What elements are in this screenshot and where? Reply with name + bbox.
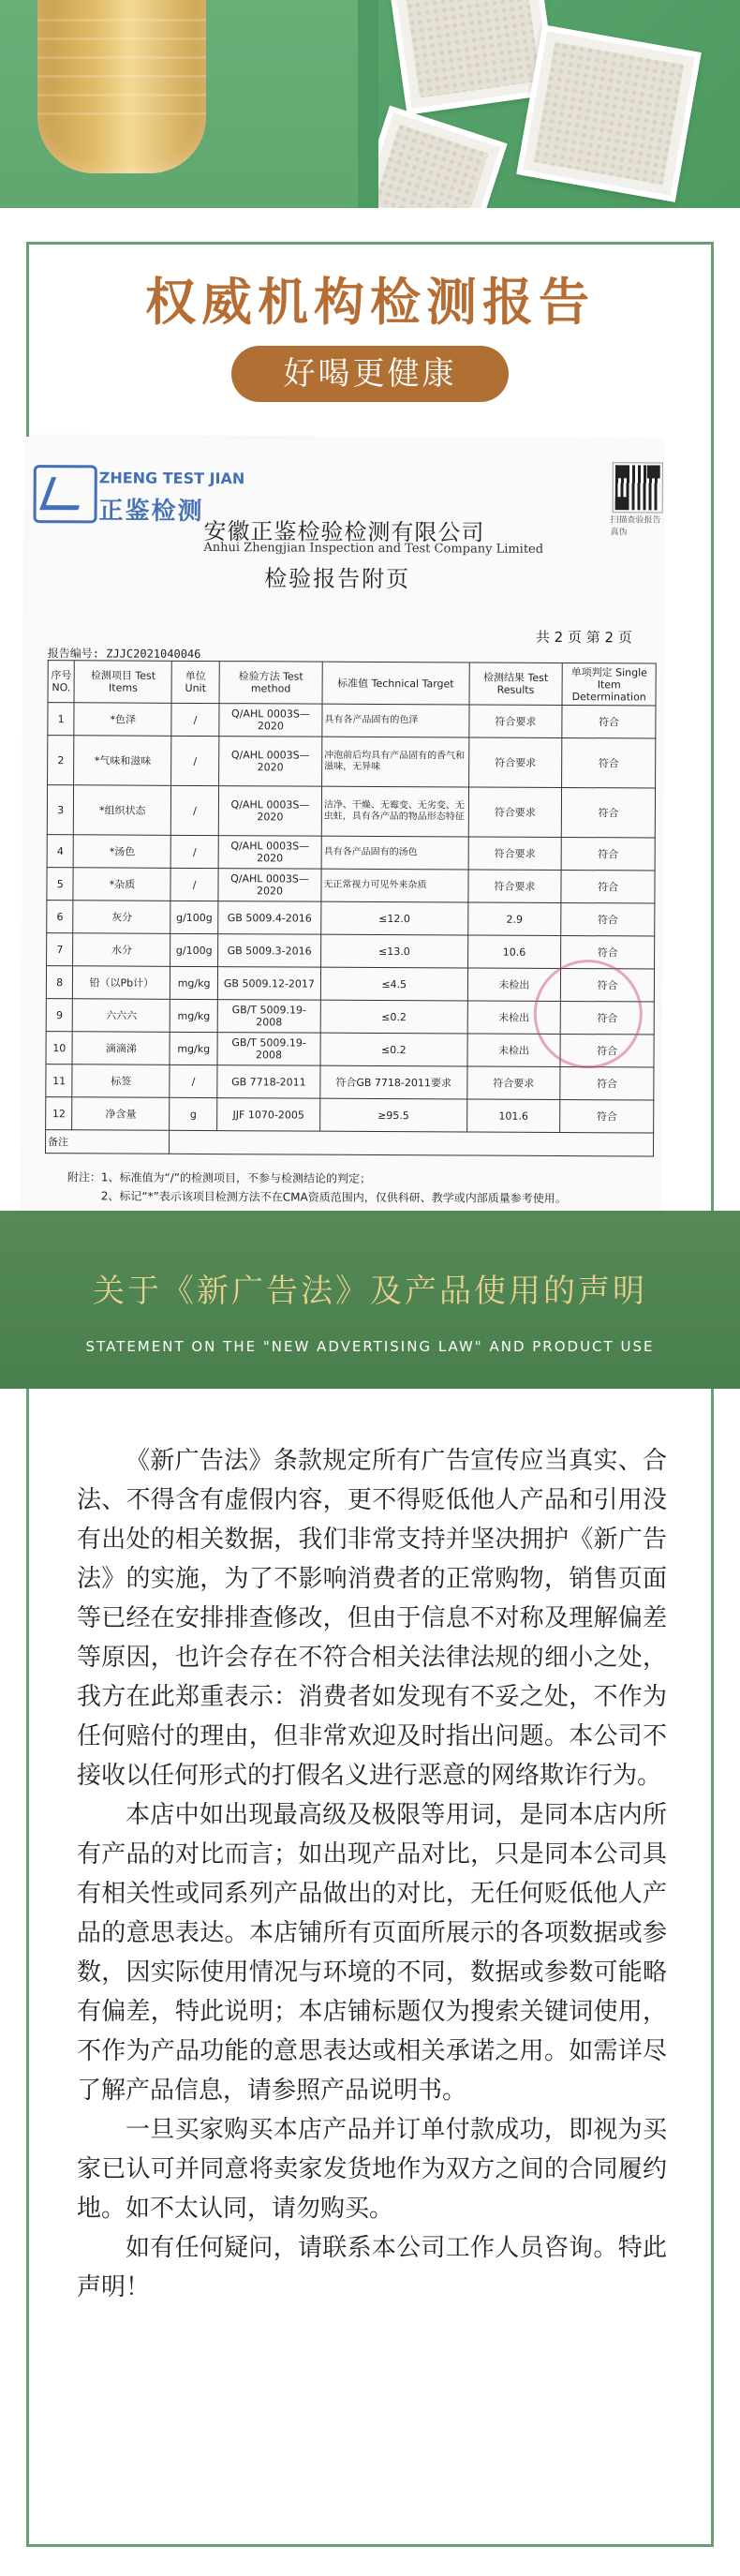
note-2: 2、标记“*”表示该项目检测方法不在CMA资质范围内，仅供科研、教学或内部质量参考使用。 bbox=[100, 1189, 567, 1206]
table-row bbox=[47, 868, 655, 903]
table-cell: / bbox=[170, 868, 218, 901]
table-cell: 10 bbox=[46, 1032, 73, 1065]
table-cell: 9 bbox=[46, 999, 73, 1032]
table-cell: JJF 1070-2005 bbox=[217, 1098, 320, 1132]
table-cell: 1 bbox=[48, 703, 75, 736]
table-row bbox=[46, 1097, 654, 1133]
tea-glass bbox=[37, 0, 206, 173]
table-cell: 10.6 bbox=[467, 935, 561, 969]
table-cell: mg/kg bbox=[170, 999, 217, 1032]
table-cell: 标签 bbox=[72, 1065, 170, 1098]
table-cell: ≤12.0 bbox=[321, 901, 468, 935]
page-title: 权威机构检测报告 bbox=[145, 273, 595, 332]
table-cell: 符合 bbox=[560, 1001, 654, 1035]
statement-paragraph: 《新广告法》条款规定所有广告宣传应当真实、合法、不得含有虚假内容，更不得贬低他人产品和引用没有出处的相关数据，我们非常支持并坚决拥护《新广告法》的实施，为了不影响消费者的正常购物，销售页面等已经在安排排查修改，但由于信息不对称及理解偏差等原因，也许会存在不符合相关法律法规的细小之处，我方在此郑重表示：消费者如发现有不妥之处，不作为任何赔付的理由，但非常欢迎及时指出问题。本公司不接收以任何形式的打假名义进行恶意的网络欺诈行为。 bbox=[77, 1447, 667, 1790]
table-cell: 3 bbox=[47, 785, 74, 835]
column-header: 单项判定 Single Item Determination bbox=[562, 663, 656, 707]
report-title: 检验报告附页 bbox=[264, 565, 411, 593]
table-cell: 8 bbox=[46, 966, 73, 999]
table-cell: 符合 bbox=[561, 902, 655, 936]
table-cell: Q/AHL 0003S—2020 bbox=[218, 869, 321, 902]
table-cell: GB 5009.12-2017 bbox=[217, 967, 320, 1001]
table-cell: 符合要求 bbox=[468, 737, 562, 788]
table-cell: 符合 bbox=[561, 935, 655, 969]
logo-english: ZHENG TEST JIAN bbox=[98, 469, 245, 488]
table-cell: g bbox=[170, 1097, 217, 1130]
top-photo-strip bbox=[0, 0, 740, 208]
column-header: 标准值 Technical Target bbox=[322, 662, 469, 705]
table-cell: GB 5009.4-2016 bbox=[218, 901, 321, 935]
statement-subtitle: STATEMENT ON THE "NEW ADVERTISING LAW" AND PRODUCT USE bbox=[85, 1338, 655, 1355]
table-cell: 101.6 bbox=[466, 1099, 560, 1133]
table-cell: ≤0.2 bbox=[320, 1033, 467, 1066]
table-row bbox=[46, 1065, 654, 1100]
table-cell: Q/AHL 0003S—2020 bbox=[218, 836, 321, 870]
remark-value bbox=[170, 1130, 654, 1156]
table-cell: / bbox=[171, 703, 219, 736]
table-cell: g/100g bbox=[170, 901, 218, 933]
table-cell: 符合GB 7718-2011要求 bbox=[320, 1065, 467, 1099]
table-cell: 符合 bbox=[561, 837, 655, 871]
table-cell: *色泽 bbox=[74, 703, 171, 737]
report-notes bbox=[67, 1168, 567, 1208]
table-cell: / bbox=[171, 736, 219, 785]
statement-paragraph: 如有任何疑问，请联系本公司工作人员咨询。特此声明！ bbox=[77, 2234, 667, 2301]
company-name-en: Anhui Zhengjian Inspection and Test Company Limited bbox=[203, 540, 544, 557]
table-cell: 未检出 bbox=[467, 1001, 561, 1035]
table-cell: 铅（以Pb计） bbox=[73, 966, 170, 1000]
column-header: 序号 NO. bbox=[48, 661, 75, 703]
table-cell: 12 bbox=[46, 1097, 73, 1130]
table-cell: 7 bbox=[47, 933, 74, 966]
page-number: 共 2 页 第 2 页 bbox=[535, 628, 632, 647]
statement-title: 关于《新广告法》及产品使用的声明 bbox=[93, 1273, 647, 1310]
statement-body bbox=[77, 1441, 667, 2307]
table-cell: 未检出 bbox=[467, 1034, 561, 1067]
logo-chinese: 正鉴检测 bbox=[98, 497, 204, 526]
slogan-pill: 好喝更健康 bbox=[231, 346, 509, 402]
table-cell: GB/T 5009.19-2008 bbox=[217, 1033, 320, 1066]
tea-glass-photo bbox=[0, 0, 358, 208]
table-row bbox=[48, 703, 656, 738]
table-cell: 具有各产品固有的色泽 bbox=[322, 704, 469, 737]
table-cell: GB/T 5009.19-2008 bbox=[217, 1000, 320, 1034]
note-1: 附注：1、标准值为“/”的检测项目，不参与检测结论的判定； bbox=[67, 1170, 372, 1185]
table-cell: 冲泡前后均具有产品固有的香气和滋味，无异味 bbox=[321, 737, 468, 787]
company-logo-icon bbox=[34, 465, 97, 523]
table-cell: mg/kg bbox=[170, 1032, 217, 1065]
table-cell: 水分 bbox=[73, 933, 170, 967]
report-number: 报告编号: ZJJC2021040046 bbox=[47, 647, 201, 661]
table-cell: 4 bbox=[47, 835, 74, 868]
table-cell: 2 bbox=[48, 736, 75, 785]
table-cell: 灰分 bbox=[73, 901, 170, 934]
tea-bags-photo bbox=[378, 0, 740, 208]
column-header: 检验方法 Test method bbox=[219, 662, 322, 705]
column-header: 单位 Unit bbox=[171, 661, 219, 703]
table-cell: 11 bbox=[46, 1065, 73, 1097]
table-cell: ≥95.5 bbox=[320, 1098, 467, 1132]
table-cell: 符合 bbox=[561, 968, 655, 1002]
table-cell: 净含量 bbox=[72, 1097, 170, 1131]
table-cell: 具有各产品固有的汤色 bbox=[321, 836, 468, 870]
table-cell: *汤色 bbox=[74, 835, 171, 869]
table-cell: 洁净、干燥、无霉变、无劣变、无虫蛀，具有各产品的物品形态特征 bbox=[321, 786, 468, 837]
table-cell: 无正常视力可见外来杂质 bbox=[321, 869, 468, 902]
table-cell: mg/kg bbox=[170, 966, 218, 999]
table-cell: / bbox=[170, 1065, 217, 1097]
company-name: 安徽正鉴检验检测有限公司 bbox=[203, 517, 485, 546]
table-row bbox=[47, 901, 655, 936]
table-cell: 6 bbox=[47, 901, 74, 933]
table-cell: Q/AHL 0003S—2020 bbox=[219, 737, 322, 787]
column-header: 检测结果 Test Results bbox=[469, 663, 563, 706]
inspection-report bbox=[22, 437, 663, 1218]
table-cell: Q/AHL 0003S—2020 bbox=[218, 786, 321, 837]
qr-code-icon bbox=[614, 463, 662, 512]
table-row bbox=[47, 785, 655, 838]
table-cell: GB 5009.3-2016 bbox=[218, 934, 321, 968]
qr-caption: 扫描查验报告真伪 bbox=[610, 515, 661, 538]
table-cell: 符合 bbox=[560, 1034, 654, 1067]
table-cell: 符合 bbox=[562, 706, 656, 739]
table-cell: Q/AHL 0003S—2020 bbox=[219, 704, 322, 737]
table-cell: 符合要求 bbox=[467, 870, 561, 903]
table-header-row bbox=[48, 661, 656, 706]
table-cell: *组织状态 bbox=[74, 785, 171, 836]
official-seal-icon bbox=[533, 960, 643, 1069]
table-cell: 5 bbox=[47, 868, 74, 901]
table-cell: 符合 bbox=[561, 870, 655, 903]
remark-label: 备注 bbox=[45, 1130, 169, 1154]
table-cell: *杂质 bbox=[73, 868, 170, 901]
statement-paragraph: 一旦买家购买本店产品并订单付款成功，即视为买家已认可并同意将卖家发货地作为双方之间的合同履约地。如不太认同，请勿购买。 bbox=[77, 2116, 667, 2223]
table-cell: ≤4.5 bbox=[320, 967, 467, 1001]
table-cell: 滴滴涕 bbox=[72, 1032, 170, 1065]
table-cell: GB 7718-2011 bbox=[217, 1065, 320, 1099]
table-cell: 符合要求 bbox=[468, 705, 562, 738]
table-cell: *气味和滋味 bbox=[74, 736, 171, 786]
column-header: 检测项目 Test Items bbox=[74, 661, 171, 704]
table-cell: 六六六 bbox=[73, 999, 170, 1033]
statement-paragraph: 本店中如出现最高级及极限等用词，是同本店内所有产品的对比而言；如出现产品对比，只是同本公司具有相关性或同系列产品做出的对比，无任何贬低他人产品的意思表达。本店铺所有页面所展示的各项数据或参数，因实际使用情况与环境的不同，数据或参数可能略有偏差，特此说明；本店铺标题仅为搜索关键词使用，不作为产品功能的意思表达或相关承诺之用。如需详尽了解产品信息，请参照产品说明书。 bbox=[77, 1801, 667, 2105]
table-cell: 未检出 bbox=[467, 968, 561, 1002]
table-cell: ≤0.2 bbox=[320, 1000, 467, 1034]
table-cell: 符合 bbox=[560, 1099, 654, 1133]
table-cell: / bbox=[170, 785, 218, 835]
table-cell: / bbox=[170, 835, 218, 868]
table-cell: 符合 bbox=[562, 787, 656, 838]
table-cell: ≤13.0 bbox=[320, 934, 467, 968]
results-table bbox=[45, 660, 657, 1156]
table-row bbox=[48, 736, 656, 788]
table-cell: 符合 bbox=[560, 1066, 654, 1100]
table-cell: 符合要求 bbox=[468, 837, 562, 871]
table-cell: 符合 bbox=[562, 737, 656, 788]
remark-row bbox=[45, 1130, 653, 1156]
table-row bbox=[47, 933, 655, 969]
table-cell: 2.9 bbox=[467, 902, 561, 936]
table-cell: g/100g bbox=[170, 933, 218, 966]
table-row bbox=[47, 835, 655, 871]
table-cell: 符合要求 bbox=[468, 787, 562, 838]
table-cell: 符合要求 bbox=[466, 1066, 560, 1100]
